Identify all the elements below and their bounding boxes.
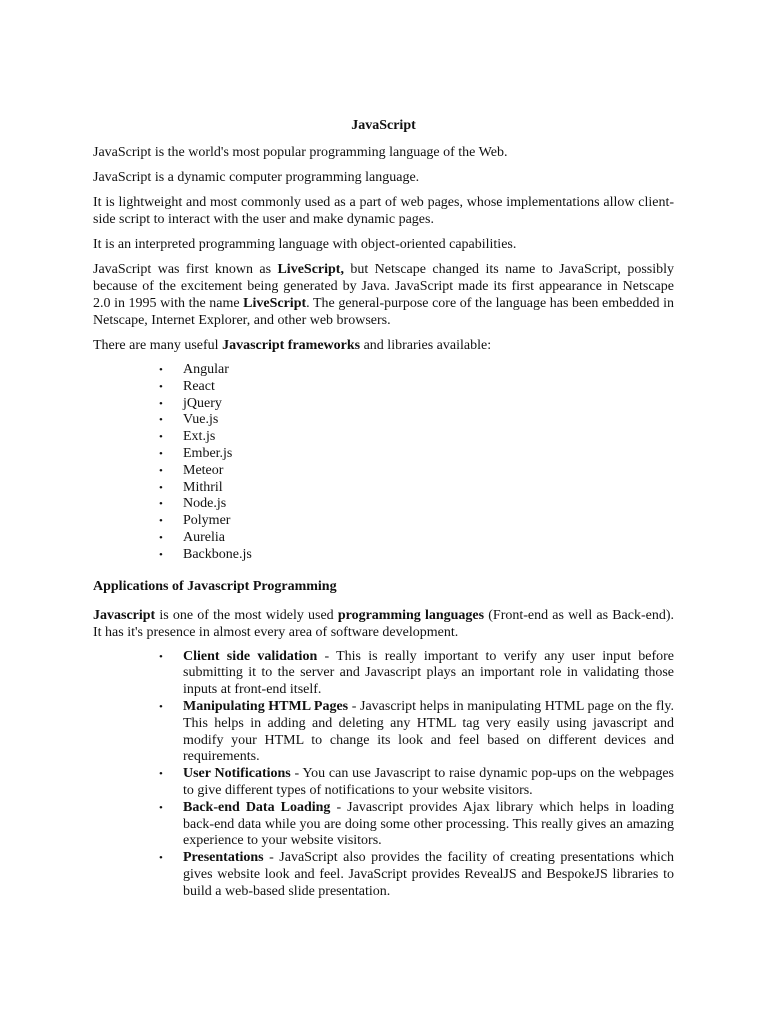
list-item	[93, 463, 674, 480]
application-term: User Notifications	[183, 766, 291, 782]
history-bold-2: LiveScript	[243, 296, 307, 311]
bullet-icon: •	[159, 650, 163, 663]
list-item	[93, 530, 674, 547]
list-item	[93, 766, 674, 800]
list-item-label: Aurelia	[183, 529, 225, 545]
history-bold-1: LiveScript,	[277, 262, 344, 277]
application-term: Presentations	[183, 850, 264, 866]
list-item-label: Ext.js	[183, 429, 216, 445]
bullet-icon: •	[159, 531, 163, 544]
application-desc: - Javascript provides Ajax library which helps in loading back-end data while you are doing some other processing. This really gives an amazing experience to your website visitors.	[183, 799, 675, 849]
list-item	[93, 379, 674, 396]
bullet-icon: •	[159, 397, 163, 410]
paragraph-frameworks-intro	[93, 337, 674, 354]
bullet-icon: •	[159, 498, 163, 511]
list-item-label: jQuery	[183, 395, 222, 411]
frameworks-intro-bold: Javascript frameworks	[222, 338, 361, 353]
bullet-icon: •	[159, 768, 163, 781]
bullet-icon: •	[159, 515, 163, 528]
application-desc: - You can use Javascript to raise dynamic pop-ups on the webpages to give different types of notifications to your website visitors.	[183, 766, 674, 798]
application-term: Manipulating HTML Pages	[183, 698, 349, 714]
application-desc: - Javascript helps in manipulating HTML page on the fly. This helps in adding and deleting any HTML tag very easily using javascript and modify your HTML to change its look and feel based on different devices and requirements.	[183, 698, 674, 765]
applications-intro-text-1: is one of the most widely used	[155, 607, 338, 623]
history-text-3: . The general-purpose core of the language has been embedded in Netscape, Internet Explorer, and other web browsers.	[93, 296, 674, 328]
bullet-icon: •	[159, 364, 163, 376]
bullet-icon: •	[159, 481, 163, 494]
list-item	[93, 446, 674, 463]
list-item-label: Backbone.js	[183, 546, 252, 562]
application-term: Back-end Data Loading	[183, 799, 331, 815]
paragraph-interpreted: It is an interpreted programming language with object-oriented capabilities.	[93, 237, 517, 252]
list-item-label: Polymer	[183, 513, 231, 529]
paragraph-dynamic: JavaScript is a dynamic computer programming language.	[93, 170, 420, 185]
list-item-label: Node.js	[183, 496, 227, 512]
paragraph-popular: JavaScript is the world's most popular programming language of the Web.	[93, 145, 508, 160]
bullet-icon: •	[159, 380, 163, 393]
page-title: JavaScript	[351, 118, 416, 133]
list-item-label: Angular	[183, 362, 229, 377]
applications-intro-bold-1: Javascript	[93, 607, 156, 623]
history-text-1: JavaScript was first known as	[93, 262, 278, 277]
frameworks-intro-text-2: and libraries available:	[360, 338, 492, 353]
list-item-label: Ember.js	[183, 445, 233, 461]
bullet-icon: •	[159, 548, 163, 561]
list-item	[93, 362, 674, 379]
list-item	[93, 850, 674, 900]
application-desc: - JavaScript also provides the facility of creating presentations which gives website look and feel. JavaScript provides RevealJS and BespokeJS libraries to build a web-based slide presentation.	[183, 850, 674, 899]
list-item	[93, 396, 674, 413]
bullet-icon: •	[159, 447, 163, 460]
document-body	[93, 117, 674, 901]
applications-intro-bold-2: programming languages	[337, 607, 485, 623]
bullet-icon: •	[159, 414, 163, 427]
list-item	[93, 699, 674, 766]
frameworks-intro-text-1: There are many useful	[93, 338, 223, 353]
paragraph-lightweight: It is lightweight and most commonly used as a part of web pages, whose implementations allow client-side script to interact with the user and make dynamic pages.	[93, 195, 674, 227]
list-item	[93, 547, 674, 564]
paragraph-applications-intro	[93, 607, 674, 641]
application-term: Client side validation	[183, 648, 318, 664]
applications-intro-text-2: (Front-end as well as Back-end). It has it's presence in almost every area of software development.	[93, 607, 674, 640]
list-item-label: React	[183, 378, 215, 394]
bullet-icon: •	[159, 464, 163, 477]
list-item	[93, 649, 674, 699]
paragraph-history	[93, 261, 674, 329]
bullet-icon: •	[159, 801, 163, 814]
application-desc: - This is really important to verify any user input before submitting it to the server and Javascript plays an important role in validating those inputs at front-end itself.	[183, 648, 675, 698]
applications-heading: Applications of Javascript Programming	[93, 578, 337, 594]
applications-list	[93, 649, 674, 901]
list-item	[93, 480, 674, 497]
bullet-icon: •	[159, 700, 163, 713]
list-item-label: Mithril	[183, 479, 223, 495]
list-item	[93, 513, 674, 530]
bullet-icon: •	[159, 852, 163, 865]
list-item	[93, 800, 674, 850]
frameworks-list	[93, 362, 674, 564]
list-item	[93, 496, 674, 513]
list-item-label: Meteor	[183, 462, 224, 478]
list-item	[93, 412, 674, 429]
bullet-icon: •	[159, 431, 163, 444]
history-text-2: but Netscape changed its name to JavaScript, possibly because of the excitement being generated by Java. JavaScript made its first appearance in Netscape 2.0 in 1995 with the name	[93, 262, 675, 311]
list-item	[93, 429, 674, 446]
list-item-label: Vue.js	[183, 412, 219, 428]
